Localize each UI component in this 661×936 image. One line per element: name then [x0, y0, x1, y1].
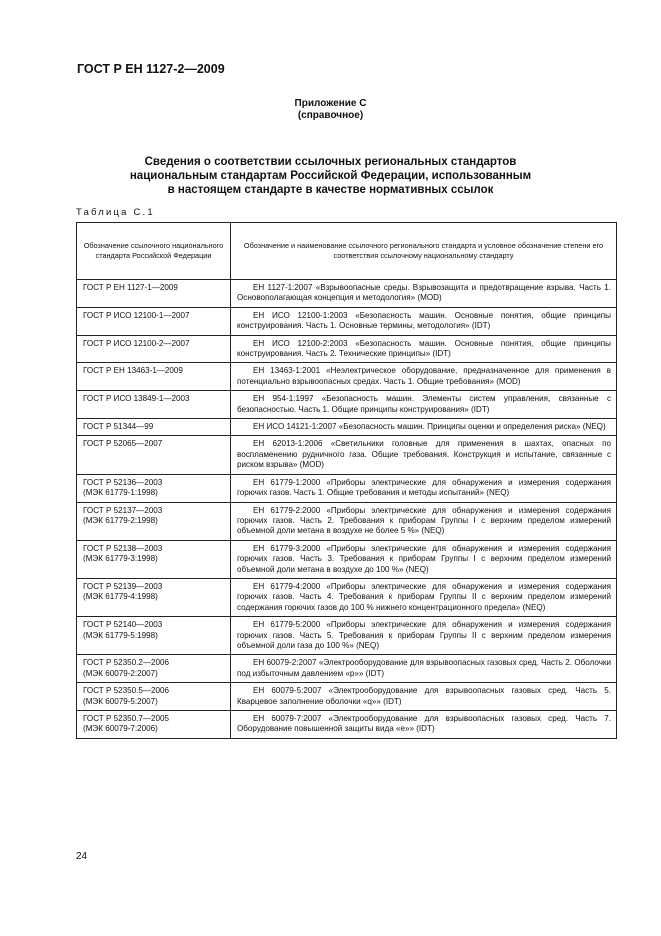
iec-equivalent-code: (МЭК 60079-5:2007): [83, 696, 158, 706]
regional-standard-cell: ЕН 61779-1:2000 «Приборы электрические для обнаружения и измерения содержания горючих газов. Часть 1. Общие требования и методы испытаний» (NEQ): [231, 474, 617, 502]
national-standard-cell: [77, 391, 231, 419]
heading-line: Сведения о соответствии ссылочных региональных стандартов: [144, 156, 517, 168]
table-row: [77, 617, 617, 655]
table-row: [77, 474, 617, 502]
column-header-national: Обозначение ссылочного национального стандарта Российской Федерации: [77, 223, 231, 280]
national-standard-cell: [77, 307, 231, 335]
regional-standard-cell: ЕН 61779-4:2000 «Приборы электрические для обнаружения и измерения содержания горючих газов. Часть 4. Требования к приборам Группы II с верхним пределом измерений содержания горючих газов до 100 % нижнего концентрационного предела» (NEQ): [231, 578, 617, 616]
regional-standard-cell: ЕН 954-1:1997 «Безопасность машин. Элементы систем управления, связанные с безопасностью. Часть 1. Общие принципы конструирования» (IDT): [231, 391, 617, 419]
table-header-row: [77, 223, 617, 280]
appendix-title: [0, 98, 661, 122]
column-header-regional: Обозначение и наименование ссылочного регионального стандарта и условное обозначение степени его соответствия ссылочному национальному стандарту: [231, 223, 617, 280]
regional-standard-cell: ЕН 60079-7:2007 «Электрооборудование для взрывоопасных газовых сред. Часть 7. Оборудование повышенной защиты вида «е»» (IDT): [231, 711, 617, 739]
national-standard-code: ГОСТ Р ЕН 1127-1—2009: [83, 283, 178, 292]
national-standard-code: ГОСТ Р 52350.2—2006: [83, 658, 169, 668]
table-caption: Таблица С.1: [76, 207, 155, 218]
national-standard-cell: [77, 540, 231, 578]
table-row: [77, 683, 617, 711]
table-row: [77, 280, 617, 308]
regional-standard-cell: ЕН 60079-5:2007 «Электрооборудование для взрывоопасных газовых сред. Часть 5. Кварцевое заполнение оболочки «q»» (IDT): [231, 683, 617, 711]
table-row: [77, 578, 617, 616]
page-number: 24: [76, 851, 88, 862]
national-standard-cell: [77, 617, 231, 655]
appendix-label: Приложение С: [294, 98, 367, 109]
regional-standard-cell: ЕН 60079-2:2007 «Электрооборудование для взрывоопасных газовых сред. Часть 2. Оболочки под избыточным давлением «р»» (IDT): [231, 655, 617, 683]
iec-equivalent-code: (МЭК 61779-4:1998): [83, 592, 158, 602]
iec-equivalent-code: (МЭК 61779-3:1998): [83, 554, 158, 564]
national-standard-cell: [77, 683, 231, 711]
document-code: ГОСТ Р ЕН 1127-2—2009: [77, 62, 225, 76]
regional-standard-cell: ЕН 61779-2:2000 «Приборы электрические для обнаружения и измерения содержания горючих газов. Часть 2. Требования к приборам Группы I с верхним пределом измерений объемной доли метана в воздухе не более 5 %» (NEQ): [231, 502, 617, 540]
iec-equivalent-code: (МЭК 61779-1:1998): [83, 488, 158, 498]
national-standard-code: ГОСТ Р 52350.7—2005: [83, 714, 169, 723]
regional-standard-cell: ЕН 1127-1:2007 «Взрывоопасные среды. Взрывозащита и предотвращение взрыва. Часть 1. Основополагающая концепция и методология» (MOD): [231, 280, 617, 308]
national-standard-code: ГОСТ Р 51344—99: [83, 422, 154, 432]
national-standard-cell: [77, 474, 231, 502]
regional-standard-cell: ЕН 61779-5:2000 «Приборы электрические для обнаружения и измерения содержания горючих газов. Часть 5. Требования к приборам Группы II с верхним пределом измерения объемной доли газа до 100 %» (NEQ): [231, 617, 617, 655]
table-row: [77, 363, 617, 391]
regional-standard-cell: ЕН ИСО 14121-1:2007 «Безопасность машин. Принципы оценки и определения риска» (NEQ): [231, 419, 617, 436]
table-row: [77, 711, 617, 739]
regional-standard-cell: ЕН ИСО 12100-1:2003 «Безопасность машин. Основные понятия, общие принципы конструирования. Часть 1. Основные термины, методология» (IDT): [231, 307, 617, 335]
national-standard-code: ГОСТ Р ИСО 12100-1—2007: [83, 310, 190, 320]
national-standard-cell: [77, 363, 231, 391]
national-standard-code: ГОСТ Р 52350.5—2006: [83, 686, 169, 696]
national-standard-cell: [77, 655, 231, 683]
national-standard-cell: [77, 280, 231, 308]
iec-equivalent-code: (МЭК 60079-2:2007): [83, 668, 158, 678]
iec-equivalent-code: (МЭК 61779-2:1998): [83, 515, 158, 525]
national-standard-code: ГОСТ Р ИСО 13849-1—2003: [83, 394, 190, 404]
table-row: [77, 307, 617, 335]
iec-equivalent-code: (МЭК 61779-5:1998): [83, 630, 158, 640]
national-standard-cell: [77, 502, 231, 540]
iec-equivalent-code: (МЭК 60079-7:2006): [83, 724, 158, 734]
national-standard-cell: [77, 578, 231, 616]
table-row: [77, 655, 617, 683]
national-standard-code: ГОСТ Р 52140—2003: [83, 620, 163, 630]
reference-table: [76, 222, 617, 739]
regional-standard-cell: ЕН 61779-3:2000 «Приборы электрические для обнаружения и измерения содержания горючих газов. Часть 3. Требования к приборам Группы I с верхним пределом измерений объемной доли метана в воздухе до 100 %» (NEQ): [231, 540, 617, 578]
heading-line: в настоящем стандарте в качестве нормативных ссылок: [167, 184, 494, 196]
national-standard-code: ГОСТ Р 52139—2003: [83, 581, 163, 591]
table-row: [77, 419, 617, 436]
table-row: [77, 540, 617, 578]
appendix-type: (справочное): [297, 110, 364, 121]
national-standard-code: ГОСТ Р 52136—2003: [83, 477, 163, 487]
table-row: [77, 436, 617, 474]
regional-standard-cell: ЕН 13463-1:2001 «Неэлектрическое оборудование, предназначенное для применения в потенциально взрывоопасных средах. Часть 1. Общие требования» (MOD): [231, 363, 617, 391]
national-standard-cell: [77, 711, 231, 739]
national-standard-cell: [77, 335, 231, 363]
heading-line: национальным стандартам Российской Федерации, использованным: [129, 170, 532, 182]
national-standard-code: ГОСТ Р ЕН 13463-1—2009: [83, 366, 183, 376]
national-standard-cell: [77, 419, 231, 436]
table-body: [77, 280, 617, 739]
national-standard-cell: [77, 436, 231, 474]
section-heading: [120, 155, 541, 197]
table-row: [77, 335, 617, 363]
table-row: [77, 502, 617, 540]
regional-standard-cell: ЕН 62013-1:2006 «Светильники головные для применения в шахтах, опасных по воспламенению рудничного газа. Общие требования. Конструкция и испытание, связанные с риском взрыва» (MOD): [231, 436, 617, 474]
regional-standard-cell: ЕН ИСО 12100-2:2003 «Безопасность машин. Основные понятия, общие принципы конструирования. Часть 2. Технические принципы» (IDT): [231, 335, 617, 363]
national-standard-code: ГОСТ Р 52065—2007: [83, 439, 163, 449]
national-standard-code: ГОСТ Р 52138—2003: [83, 543, 163, 553]
national-standard-code: ГОСТ Р ИСО 12100-2—2007: [83, 338, 190, 348]
table-row: [77, 391, 617, 419]
national-standard-code: ГОСТ Р 52137—2003: [83, 505, 163, 515]
